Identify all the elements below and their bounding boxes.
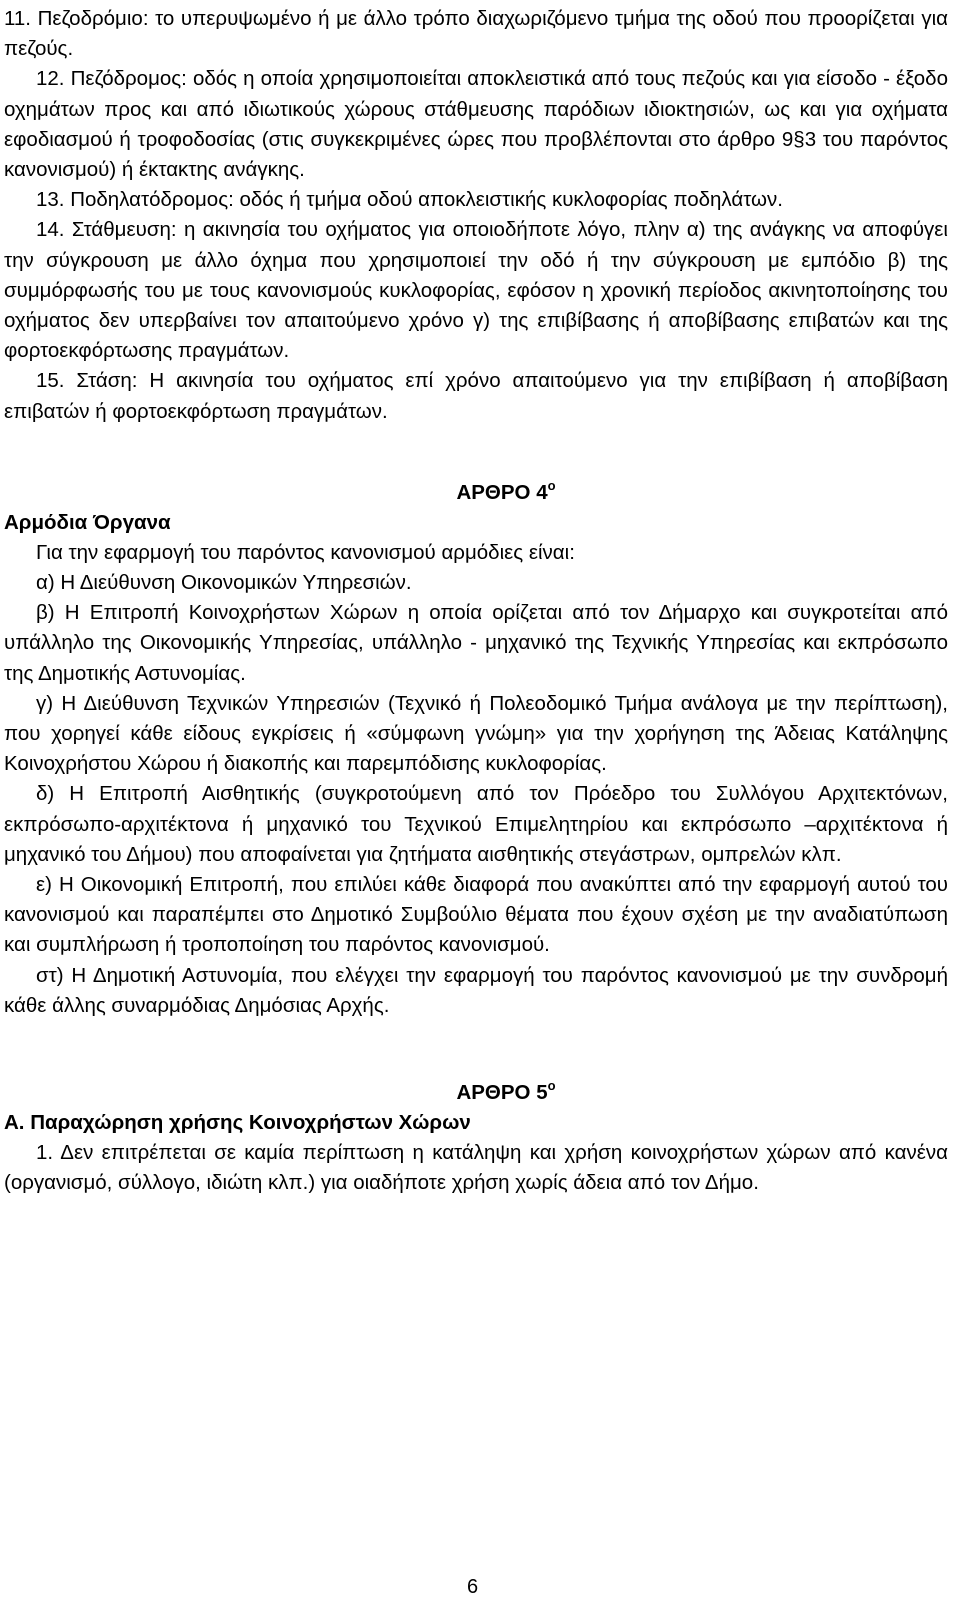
definition-12: 12. Πεζόδρομος: οδός η οποία χρησιμοποιείται αποκλειστικά από τους πεζούς και για είσοδο - έξοδο οχημάτων προς και από ιδιωτικούς χώρους στάθμευσης παρόδιων ιδιοκτησιών, ως και για οχήματα εφοδιασμού ή τροφοδοσίας (στις συγκεκριμένες ώρες που προβλέπονται στο άρθρο 9§3 του παρόντος κανονισμού) ή έκτακτης ανάγκης. bbox=[4, 67, 948, 182]
article-4-item-e: ε) Η Οικονομική Επιτροπή, που επιλύει κάθε διαφορά που ανακύπτει από την εφαρμογή αυτού του κανονισμού και παραπέμπει στο Δημοτικό Συμβούλιο θέματα που έχουν σχέση με την αναδιατύπωση και συμπλήρωση ή τροποποίηση του παρόντος κανονισμού. bbox=[4, 873, 948, 957]
article-4-title bbox=[4, 471, 948, 508]
article-5-paragraph-1: 1. Δεν επιτρέπεται σε καμία περίπτωση η κατάληψη και χρήση κοινοχρήστων χώρων από κανένα (οργανισμό, σύλλογο, ιδιώτη κλπ.) για οιαδήποτε χρήση χωρίς άδεια από τον Δήμο. bbox=[4, 1141, 948, 1195]
article-5-title bbox=[4, 1071, 948, 1108]
definition-13: 13. Ποδηλατόδρομος: οδός ή τμήμα οδού αποκλειστικής κυκλοφορίας ποδηλάτων. bbox=[36, 188, 783, 212]
page-number: 6 bbox=[466, 1576, 479, 1598]
article-4-item-c: γ) Η Διεύθυνση Τεχνικών Υπηρεσιών (Τεχνικό ή Πολεοδομικό Τμήμα ανάλογα με την περίπτωση), που χορηγεί κάθε είδους εγκρίσεις ή «σύμφωνη γνώμη» για την χορήγηση της Άδειας Κατάληψης Κοινοχρήστου Χώρου ή διακοπής και παρεμπόδισης κυκλοφορίας. bbox=[4, 691, 948, 776]
definition-11: 11. Πεζοδρόμιο: το υπερυψωμένο ή με άλλο τρόπο διαχωριζόμενο τμήμα της οδού που προορίζεται για πεζούς. bbox=[4, 7, 948, 61]
article-4-item-a: α) Η Διεύθυνση Οικονομικών Υπηρεσιών. bbox=[36, 571, 412, 595]
article-4-item-b: β) Η Επιτροπή Κοινοχρήστων Χώρων η οποία ορίζεται από τον Δήμαρχο και συγκροτείται από υπάλληλο της Οικονομικής Υπηρεσίας, υπάλληλο - μηχανικό της Τεχνικής Υπηρεσίας και εκπρόσωπο της Δημοτικής Αστυνομίας. bbox=[4, 601, 948, 685]
article-4-intro: Για την εφαρμογή του παρόντος κανονισμού αρμόδιες είναι: bbox=[36, 540, 575, 564]
article-4-ordinal: ο bbox=[547, 477, 556, 493]
definition-15: 15. Στάση: Η ακινησία του οχήματος επί χρόνο απαιτούμενο για την επιβίβαση ή αποβίβαση επιβατών ή φορτοεκφόρτωση πραγμάτων. bbox=[4, 369, 948, 423]
article-5-ordinal: ο bbox=[547, 1078, 556, 1094]
definition-14: 14. Στάθμευση: η ακινησία του οχήματος για οποιοδήποτε λόγο, πλην α) της ανάγκης να αποφύγει την σύγκρουση με άλλο όχημα που χρησιμοποιεί την οδό ή την σύγκρουση με εμπόδιο β) της συμμόρφωσής του με τους κανονισμούς κυκλοφορίας, εφόσον η χρονική περίοδος ακινητοποίησης του οχήματος δεν υπερβαίνει τον απαιτούμενο χρόνο γ) της επιβίβασης ή αποβίβασης επιβατών και της φορτοεκφόρτωσης πραγμάτων. bbox=[4, 218, 948, 363]
article-5-title-text: ΑΡΘΡΟ 5 bbox=[456, 1081, 548, 1105]
article-4-title-text: ΑΡΘΡΟ 4 bbox=[456, 480, 548, 504]
article-4-item-st: στ) Η Δημοτική Αστυνομία, που ελέγχει την εφαρμογή του παρόντος κανονισμού με την συνδρομή κάθε άλλης συναρμόδιας Δημόσιας Αρχής. bbox=[4, 963, 948, 1017]
article-5-heading: Α. Παραχώρηση χρήσης Κοινοχρήστων Χώρων bbox=[4, 1111, 471, 1135]
article-4-item-d: δ) Η Επιτροπή Αισθητικής (συγκροτούμενη από τον Πρόεδρο του Συλλόγου Αρχιτεκτόνων, εκπρόσωπο-αρχιτέκτονα ή μηχανικό του Τεχνικού Επιμελητηρίου και εκπρόσωπο –αρχιτέκτονα ή μηχανικό του Δήμου) που αποφαίνεται για ζητήματα αισθητικής στεγάστρων, ομπρελών κλπ. bbox=[4, 782, 948, 866]
spacer bbox=[4, 427, 948, 471]
article-4-heading: Αρμόδια Όργανα bbox=[4, 510, 171, 534]
spacer bbox=[4, 1021, 948, 1071]
